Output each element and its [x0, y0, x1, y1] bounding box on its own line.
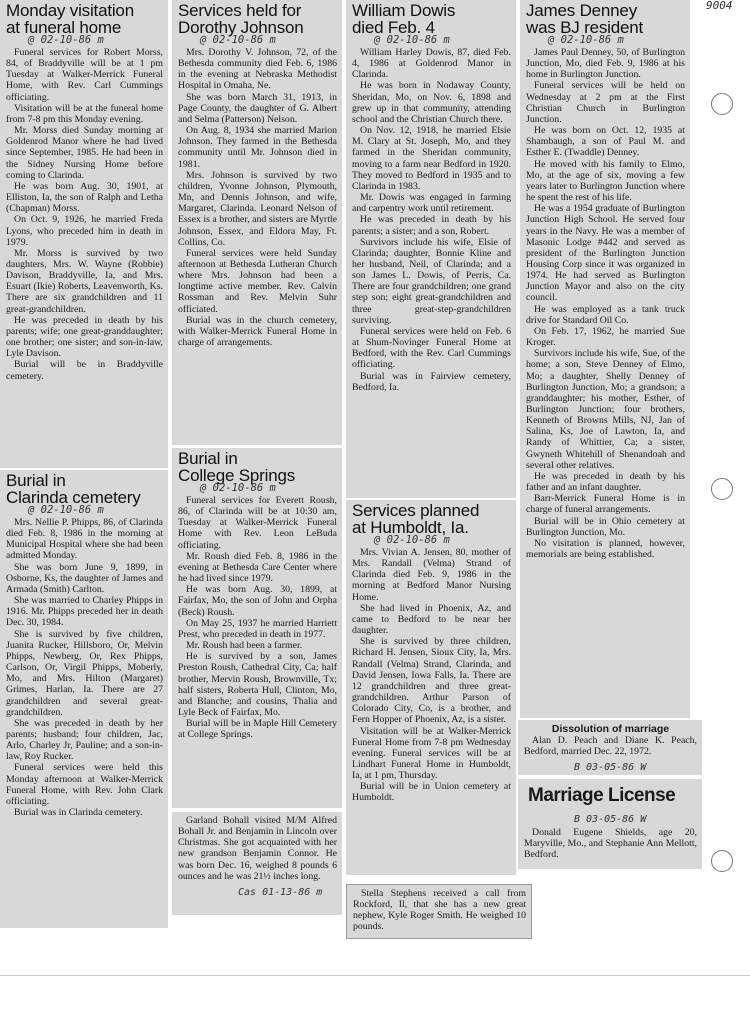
article-paragraph: She was born June 9, 1899, in Osborne, Ks, the daughter of James and Armada (Smith) Carlton.	[6, 561, 163, 595]
handwritten-date-note: @ 02-10-86 m	[200, 34, 276, 46]
article-paragraph: He was born Aug. 30, 1899, at Fairfax, Mo, the son of John and Orpha (Beck) Roush.	[178, 584, 337, 618]
article-paragraph: Alan D. Peach and Diane K. Peach, Bedford, married Dec. 22, 1972.	[524, 735, 697, 758]
article-paragraph: She is survived by five children, Juanita Rucker, Hillsboro, Or, Melvin Phipps, Newberg, Or, Rex Phipps, Carlson, Or, Virgil Phipps, Moberly, Mo, and Mrs. Hilton (Margaret) Grimes, Harlan, Ia. There are 27 grandchildren and several great-grandchildren.	[6, 628, 163, 718]
headline-line: was BJ resident	[526, 18, 643, 37]
article-paragraph: She is survived by three children, Richard H. Jensen, Sioux City, Ia, Mrs. Randall (Velma) Strand, Clarinda, and David Jensen, Iowa Falls, Ia. There are 12 grandchildren and three great-grandchildren. Arthur Parson of Colorado City, Co, is a brother, and Fern Hopper of Phoenix, Az, is a sister.	[352, 636, 511, 726]
article-paragraph: He was preceded in death by his parents; wife; one great-granddaughter; one brother; one sister; and son-in-law, Lyle Davison.	[6, 314, 163, 360]
article-paragraph: Burial was in Fairview cemetery, Bedford, Ia.	[352, 370, 511, 393]
article-paragraph: Burial will be in Braddyville cemetery.	[6, 359, 163, 382]
article-paragraph: She was preceded in death by her parents; husband; four children, Jac, Arlo, Charley Jr, Pauline; and a son-in-law, Roy Rucker.	[6, 717, 163, 763]
article-paragraph: Mr. Roush had been a farmer.	[186, 640, 303, 652]
handwritten-date-note: @ 02-10-86 m	[374, 534, 450, 546]
article-paragraph: James Paul Denney, 50, of Burlington Junction, Mo, died Feb. 9, 1986 at his home in Burlington Junction.	[526, 47, 685, 81]
binder-hole	[711, 93, 733, 115]
headline-line: Dorothy Johnson	[178, 18, 304, 37]
article-paragraph: She was born March 31, 1913, in Page County, the daughter of G. Albert and Selma (Patterson) Nelson.	[178, 91, 337, 125]
article-paragraph: On May 25, 1937 he married Harriett Prest, who preceded in death in 1977.	[178, 617, 337, 640]
headline-line: Burial in	[178, 449, 238, 468]
headline-line: William Dowis	[352, 1, 456, 20]
article-paragraph: Funeral services were held this Monday afternoon at Walker-Merrick Funeral Home, with Rev. John Clark officiating.	[6, 762, 163, 807]
article-paragraph: He was born Aug. 30, 1901, at Elliston, Ia, the son of Ralph and Letha (Chapman) Morss.	[6, 180, 163, 215]
article-paragraph: Mrs. Johnson is survived by two children, Yvonne Johnson, Plymouth, Mn, and Dennis Johnson, and wife, Margaret, Clarinda. Leonard Nelson of Essex is a brother, and sisters are Myrtle Johnson, Essex, and Eldora May, Ft. Collins, Co.	[178, 169, 337, 248]
scan-edge-line	[0, 975, 750, 976]
headline-line: at Humboldt, Ia.	[352, 518, 469, 537]
article-paragraph: Burial was in the church cemetery, with Walker-Merrick Funeral Home in charge of arrangements.	[178, 314, 337, 349]
headline-line: died Feb. 4	[352, 18, 435, 37]
article-paragraph: He is survived by a son, James Preston Roush, Cathedral City, Ca; half brother, Mervin Roush, Brownville, Tx; half sisters, Roberta Hull, Clinton, Mo, and Blanche; and cousins, Thalia and Lyle Beck of Fairfax, Mo.	[178, 651, 337, 718]
handwritten-date-note: @ 02-10-86 m	[28, 34, 104, 46]
article-paragraph: William Harley Dowis, 87, died Feb. 4, 1986 at Goldenrod Manor in Clarinda.	[352, 47, 511, 81]
headline-roush	[178, 450, 337, 484]
column-2	[172, 0, 342, 445]
headline-marriage-license: Marriage License	[528, 785, 676, 806]
column-3-lower	[346, 500, 516, 875]
article-paragraph: Burial was in Clarinda cemetery.	[14, 807, 143, 819]
page-code-note: 9004	[706, 0, 733, 12]
article-paragraph: Funeral services were held Sunday afternoon at Bethesda Lutheran Church where Mrs. Johnson had been a longtime active member. Rev. Calvin Rossman and Rev. Melvin Suhr officiated.	[178, 247, 337, 315]
handwritten-date-note: @ 02-10-86 m	[548, 34, 624, 46]
article-paragraph: On Oct. 9, 1926, he married Freda Lyons, who preceded him in death in 1979.	[6, 214, 163, 248]
handwritten-date-note: @ 02-10-86 m	[200, 482, 276, 494]
handwritten-date-note: B 03-05-86 W	[574, 762, 647, 774]
article-paragraph: She had lived in Phoenix, Az, and came to Bedford to be near her daughter.	[352, 602, 511, 637]
article-paragraph: Mr. Morss is survived by two daughters, Mrs. W. Wayne (Robbie) Davison, Braddyville, Ia, and Mrs. Esuart (Ikie) Roberts, Leavenworth, Ks. There are six grandchildren and 11 great-grandchildren.	[6, 247, 163, 315]
headline-line: Services held for	[178, 1, 302, 20]
article-paragraph: He was preceded in death by his parents; a sister; and a son, Robert.	[352, 214, 511, 237]
article-paragraph: Burial will be in Union cemetery at Humboldt.	[352, 781, 511, 804]
headline-morss	[6, 2, 163, 36]
article-paragraph: Mr. Dowis was engaged in farming and carpentry work until retirement.	[352, 192, 511, 215]
headline-dowis	[352, 2, 511, 36]
headline-jensen	[352, 502, 511, 536]
article-paragraph: Survivors include his wife, Sue, of the home; a son, Steve Denney of Elmo, Mo; a daughter, Shelly Denney of Burlington Junction, Mo; a grandson; a granddaughter; his mother, Esther, of Burlington Junction; four brothers, Kenneth of Browns Mills, NJ, Jan of Salina, Ks, Joe of Lawton, Ia, and Randy of Whittier, Ca; a sister, Gwyneth Whitehill of Shenandoah and several other relatives.	[526, 348, 685, 471]
article-denney	[526, 47, 685, 560]
article-paragraph: He was born on Oct. 12, 1935 at Shambaugh, a son of Paul M. and Esther E. (Twaddle) Denney.	[526, 125, 685, 159]
article-paragraph: On Feb. 17, 1962, he married Sue Kroger.	[526, 325, 685, 349]
column-4	[520, 0, 690, 718]
article-paragraph: On Nov. 12, 1918, he married Elsie M. Clary at St. Joseph, Mo, and they farmed in the Sheridan community, moving to a farm near Bedford in 1920. They moved to Bedford in 1935 and to Clarinda in 1983.	[352, 125, 511, 192]
headline-denney	[526, 2, 685, 36]
headline-dissolution: Dissolution of marriage	[551, 723, 670, 735]
article-paragraph: Mr. Roush died Feb. 8, 1986 in the evening at Bethesda Care Center where he had lived since 1979.	[178, 550, 337, 585]
article-bohall	[178, 815, 337, 882]
column-1-lower	[0, 470, 168, 928]
article-roush	[178, 495, 337, 740]
article-paragraph: He was a 1954 graduate of Burlington Junction High School. He served four years in the Navy. He was a member of Masonic Lodge #442 and served as president of the Burlington Junction Housing Corp since it was organized in 1974. He had served as Burlington Junction Mayor and also on the city council.	[526, 203, 685, 304]
article-paragraph: Funeral services were held on Feb. 6 at Shum-Novinger Funeral Home at Bedford, with the Rev. Carl Cummings officiating.	[352, 325, 511, 371]
article-paragraph: He moved with his family to Elmo, Mo, at the age of six, moving a few years later to Burlington Junction where he spent the rest of his life.	[526, 158, 685, 204]
headline-johnson	[178, 2, 337, 36]
binder-hole	[711, 850, 733, 872]
article-paragraph: On Aug. 8, 1934 she married Marion Johnson. They farmed in the Bethesda community until Mr. Johnson died in 1981.	[178, 125, 337, 170]
article-marriage-license	[524, 827, 697, 860]
headline-line: Monday visitation	[6, 1, 134, 20]
article-paragraph: Mr. Morss died Sunday morning at Goldenrod Manor where he had lived since September, 1985. He had been in the Sidney Nursing Home before coming to Clarinda.	[6, 125, 163, 181]
article-paragraph: Stella Stephens received a call from Rockford, Il, that she has a new great nephew, Kyle Roger Smith. He weighed 10 pounds.	[353, 888, 526, 933]
article-paragraph: Mrs. Dorothy V. Johnson, 72, of the Bethesda community died Feb. 6, 1986 in the evening at Nebraska Methodist Hospital in Omaha, Ne.	[178, 47, 337, 92]
article-paragraph: He was born in Nodaway County, Sheridan, Mo, on Nov. 6, 1898 and grew up in that community, attending school and the Christian Church there.	[352, 80, 511, 125]
article-paragraph: Funeral services for Robert Morss, 84, of Braddyville will be at 1 pm Tuesday at Walker-Merrick Funeral Home, with Rev. Carl Cummings officiating.	[6, 47, 163, 103]
article-paragraph: Visitation will be at Walker-Merrick Funeral Home from 7-8 pm Wednesday evening. Funeral services will be at Lindhart Funeral Home in Humboldt, Ia, at 1 pm, Thursday.	[352, 725, 511, 782]
article-jensen	[352, 547, 511, 804]
column-3	[346, 0, 516, 498]
handwritten-date-note: B 03-05-86 W	[574, 814, 647, 825]
article-paragraph: Donald Eugene Shields, age 20, Maryville, Mo., and Stephanie Ann Mellott, Bedford.	[524, 827, 697, 861]
article-paragraph: Funeral services for Everett Roush, 86, of Clarinda will be at 10:30 am, Tuesday at Walker-Merrick Funeral Home with Rev. Leon LeBuda officiating.	[178, 495, 337, 551]
article-paragraph: Funeral services will be held on Wednesday at 2 pm at the First Christian Church in Burlington Junction.	[526, 80, 685, 125]
handwritten-date-note: Cas 01-13-86 m	[238, 886, 323, 898]
handwritten-date-note: @ 02-10-86 m	[28, 504, 104, 516]
article-paragraph: She was married to Charley Phipps in 1916. Mr. Phipps preceded her in death Dec. 30, 1984.	[6, 595, 163, 629]
article-morss	[6, 47, 163, 382]
column-2-middle	[172, 448, 342, 808]
article-paragraph: Mrs. Nellie P. Phipps, 86, of Clarinda died Feb. 8, 1986 in the morning at Municipal Hospital where she had been admitted Monday.	[6, 517, 163, 562]
headline-line: James Denney	[526, 1, 637, 20]
clipping-marriage-license	[518, 779, 702, 869]
headline-line: Burial in	[6, 471, 66, 490]
clipping-dissolution	[518, 720, 702, 775]
headline-line: at funeral home	[6, 18, 122, 37]
article-paragraph: Mrs. Vivian A. Jensen, 80, mother of Mrs. Randall (Velma) Strand of Clarinda died Feb. 9, 1986 in the morning at Bedford Manor Nursing Home.	[352, 547, 511, 603]
column-1	[0, 0, 168, 468]
article-stephens	[353, 888, 526, 933]
article-paragraph: Burial will be in Ohio cemetery at Burlington Junction, Mo.	[526, 515, 685, 538]
article-paragraph: Barr-Merrick Funeral Home is in charge of funeral arrangements.	[526, 493, 685, 516]
handwritten-date-note: @ 02-10-86 m	[374, 34, 450, 46]
article-paragraph: Survivors include his wife, Elsie of Clarinda; daughter, Bonnie Kline and her husband, Neil, of Clarinda; and a son James L. Dowis, of Perris, Ca. There are four grandchildren; one grand step son; eight great-grandchildren and three great-step-grandchildren surviving.	[352, 236, 511, 326]
headline-line: Services planned	[352, 501, 480, 520]
article-paragraph: He was employed as a tank truck drive for Standard Oil Co.	[526, 303, 685, 326]
clipping-bohall	[172, 812, 342, 915]
article-johnson	[178, 47, 337, 348]
clipping-stephens	[346, 884, 532, 939]
headline-line: Clarinda cemetery	[6, 488, 141, 507]
article-paragraph: He was preceded in death by his father and an infant daughter.	[526, 470, 685, 494]
article-dowis	[352, 47, 511, 393]
article-paragraph: No visitation is planned, however, memorials are being established.	[526, 537, 685, 561]
headline-line: College Springs	[178, 466, 296, 485]
article-phipps	[6, 517, 163, 818]
article-paragraph: Garland Bohall visited M/M Alfred Bohall Jr. and Benjamin in Lincoln over Christmas. She got acquainted with her new grandson Benjamin Connor. He was born Dec. 16, weighed 8 pounds 6 ounces and he was 21½ inches long.	[178, 815, 337, 882]
binder-hole	[711, 478, 733, 500]
article-dissolution	[524, 735, 697, 757]
article-paragraph: Visitation will be at the funeral home from 7-8 pm this Monday evening.	[6, 102, 163, 125]
headline-phipps	[6, 472, 163, 506]
article-paragraph: Burial will be in Maple Hill Cemetery at College Springs.	[178, 718, 337, 741]
